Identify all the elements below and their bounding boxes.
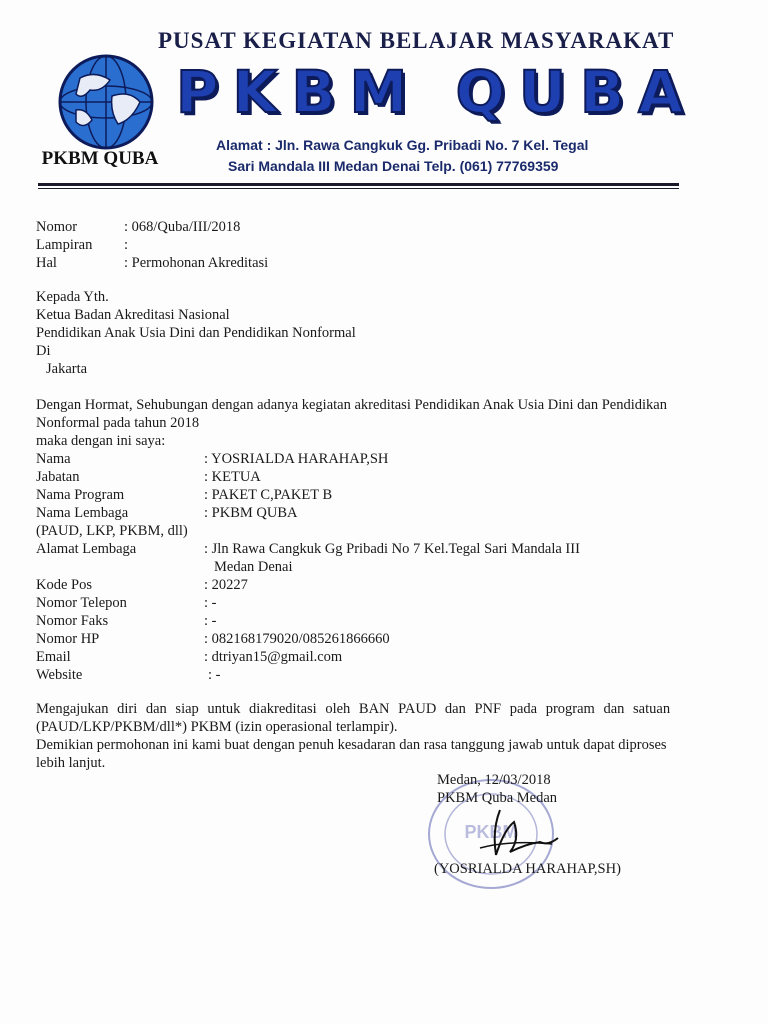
recipient-city: Jakarta bbox=[46, 361, 88, 377]
field-label: Jabatan bbox=[36, 469, 80, 485]
field-value: : dtriyan15@gmail.com bbox=[204, 649, 343, 665]
field-value: : KETUA bbox=[204, 469, 261, 485]
field-label: Website bbox=[36, 667, 83, 683]
svg-text:PKBM: PKBM bbox=[464, 822, 518, 842]
recipient-line: Di bbox=[36, 343, 51, 359]
field-label: Alamat Lembaga bbox=[36, 541, 137, 557]
intro-line: Nonformal pada tahun 2018 bbox=[36, 415, 200, 431]
field-value: : PKBM QUBA bbox=[204, 505, 298, 521]
recipient-line: Kepada Yth. bbox=[36, 289, 109, 305]
field-value: : 082168179020/085261866660 bbox=[204, 631, 390, 647]
address-line-1: Alamat : Jln. Rawa Cangkuk Gg. Pribadi No. 7 Kel. Tegal bbox=[216, 137, 589, 153]
address-line-2: Sari Mandala III Medan Denai Telp. (061) 77769359 bbox=[228, 158, 559, 174]
field-value: : - bbox=[208, 667, 221, 683]
header-rule bbox=[38, 183, 679, 186]
closing-line: lebih lanjut. bbox=[36, 755, 106, 771]
hal-value: : Permohonan Akreditasi bbox=[124, 255, 269, 271]
hal-label: Hal bbox=[36, 255, 57, 271]
sign-org: PKBM Quba Medan bbox=[437, 790, 558, 806]
brand-title: PKBM QUBA bbox=[176, 58, 698, 126]
nomor-label: Nomor bbox=[36, 219, 78, 235]
field-label: Nama bbox=[36, 451, 71, 467]
field-value: : PAKET C,PAKET B bbox=[204, 487, 333, 503]
sign-name: (YOSRIALDA HARAHAP,SH) bbox=[434, 861, 621, 877]
field-value: : Jln Rawa Cangkuk Gg Pribadi No 7 Kel.Tegal Sari Mandala III bbox=[204, 541, 580, 557]
intro-line: Dengan Hormat, Sehubungan dengan adanya kegiatan akreditasi Pendidikan Anak Usia Dini dan Pendidikan bbox=[36, 397, 667, 413]
lampiran-label: Lampiran bbox=[36, 237, 93, 253]
recipient-line: Ketua Badan Akreditasi Nasional bbox=[36, 307, 230, 323]
field-value: : - bbox=[204, 613, 217, 629]
field-value: : - bbox=[204, 595, 217, 611]
globe-logo bbox=[40, 50, 172, 170]
field-value: : YOSRIALDA HARAHAP,SH bbox=[204, 451, 389, 467]
sign-place-date: Medan, 12/03/2018 bbox=[437, 772, 551, 788]
intro-line: maka dengan ini saya: bbox=[36, 433, 166, 449]
field-label: Nomor Telepon bbox=[36, 595, 127, 611]
nomor-value: : 068/Quba/III/2018 bbox=[124, 219, 241, 235]
field-value-cont: Medan Denai bbox=[214, 559, 293, 575]
lampiran-value: : bbox=[124, 237, 129, 253]
field-label: Nomor HP bbox=[36, 631, 100, 647]
field-label: Nama Program bbox=[36, 487, 125, 503]
field-label-sub: (PAUD, LKP, PKBM, dll) bbox=[36, 523, 188, 539]
field-label: Nama Lembaga bbox=[36, 505, 129, 521]
closing-line: Demikian permohonan ini kami buat dengan penuh kesadaran dan rasa tanggung jawab untuk dapat diproses bbox=[36, 737, 667, 753]
field-label: Email bbox=[36, 649, 71, 665]
recipient-line: Pendidikan Anak Usia Dini dan Pendidikan Nonformal bbox=[36, 325, 356, 341]
closing-line: (PAUD/LKP/PKBM/dll*) PKBM (izin operasional terlampir). bbox=[36, 719, 398, 735]
header-rule-thin bbox=[38, 188, 679, 189]
org-name: PUSAT KEGIATAN BELAJAR MASYARAKAT bbox=[158, 28, 675, 53]
field-label: Nomor Faks bbox=[36, 613, 109, 629]
closing-line: Mengajukan diri dan siap untuk diakreditasi oleh BAN PAUD dan PNF pada program dan satuan bbox=[36, 701, 671, 717]
field-value: : 20227 bbox=[204, 577, 248, 593]
svg-text:PKBM QUBA: PKBM QUBA bbox=[41, 148, 159, 169]
field-label: Kode Pos bbox=[36, 577, 92, 593]
